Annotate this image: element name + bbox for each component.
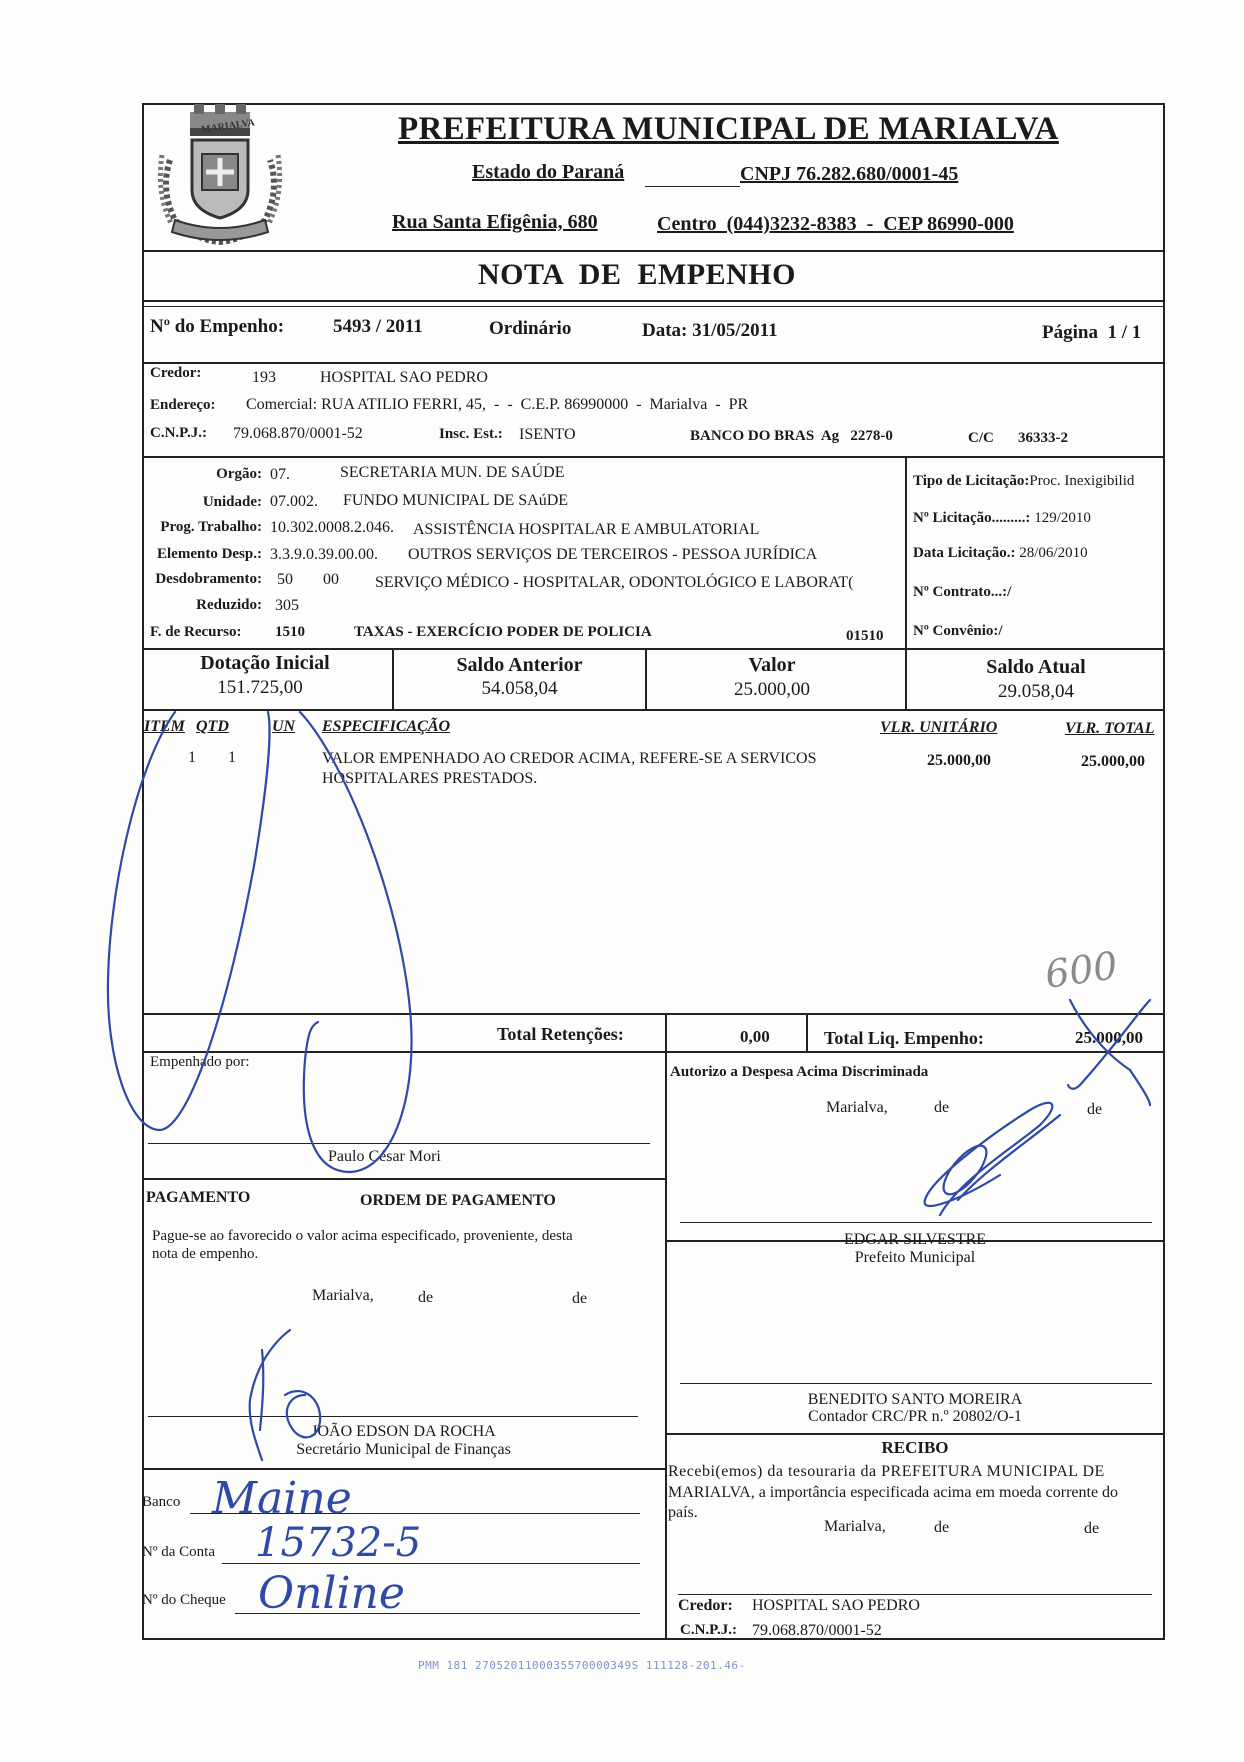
prefeito-signature — [925, 1103, 1053, 1215]
autorizo-de2: de — [1087, 1101, 1103, 1118]
retencoes-value: 0,00 — [740, 1027, 770, 1046]
recibo-de2: de — [1084, 1520, 1100, 1537]
insc-label: Insc. Est.: — [439, 426, 503, 442]
empenho-type: Ordinário — [489, 318, 572, 339]
cnpj-prefeitura: CNPJ 76.282.680/0001-45 — [740, 163, 959, 185]
unidade-code: 07.002. — [270, 493, 318, 510]
recibo-text-line2: MARIALVA, a importância especificada acima em moeda corrente do — [668, 1484, 1119, 1501]
empenho-label: Nº do Empenho: — [150, 316, 285, 337]
dotacao-value: 151.725,00 — [217, 677, 303, 698]
prefeito-signature-tail — [958, 1115, 1060, 1200]
unidade-name: FUNDO MUNICIPAL DE SAúDE — [343, 492, 569, 509]
recibo-title: RECIBO — [881, 1438, 949, 1457]
autorizo-de1: de — [934, 1099, 950, 1116]
fonte-number: 01510 — [846, 628, 884, 644]
pagamento-de1: de — [418, 1289, 434, 1306]
recibo-place: Marialva, — [824, 1518, 886, 1535]
elem-code: 3.3.9.0.39.00.00. — [270, 546, 378, 563]
pagamento-text-line1: Pague-se ao favorecido o valor acima especificado, proveniente, desta — [152, 1228, 573, 1244]
saldo-atual-label: Saldo Atual — [986, 656, 1086, 678]
credor-name: HOSPITAL SAO PEDRO — [320, 369, 488, 386]
item-total-value: 25.000,00 — [1081, 753, 1145, 770]
saldo-anterior-value: 54.058,04 — [481, 678, 558, 699]
item-qtd: 1 — [228, 749, 236, 766]
processing-stamp: PMM 181 2705201100035570000349S 111128-201.46- — [418, 1659, 746, 1672]
saldo-anterior-label: Saldo Anterior — [456, 654, 583, 676]
orgao-name: SECRETARIA MUN. DE SAÚDE — [340, 464, 565, 481]
autorizo-label: Autorizo a Despesa Acima Discriminada — [670, 1064, 929, 1080]
reduzido-label: Reduzido: — [196, 597, 262, 613]
liquido-value: 25.000,00 — [1075, 1028, 1143, 1047]
recibo-credor-name: HOSPITAL SAO PEDRO — [752, 1597, 920, 1614]
col-un: UN — [272, 718, 296, 735]
insc-value: ISENTO — [519, 426, 576, 443]
item-unit-value: 25.000,00 — [927, 752, 991, 769]
banco-handwritten: Maine — [212, 1473, 352, 1524]
page-number: Página 1 / 1 — [1042, 322, 1142, 343]
elem-name: OUTROS SERVIÇOS DE TERCEIROS - PESSOA JURÍDICA — [408, 546, 818, 563]
liquido-label: Total Liq. Empenho: — [824, 1028, 984, 1048]
cheque-label: Nº do Cheque — [142, 1592, 226, 1608]
contact-address: Centro (044)3232-8383 - CEP 86990-000 — [657, 213, 1014, 235]
convenio-label: Nº Convênio:/ — [913, 623, 1003, 639]
address-label: Endereço: — [150, 397, 216, 413]
secretario-signature — [250, 1330, 320, 1460]
credor-address: Comercial: RUA ATILIO FERRI, 45, - - C.E.P. 86990000 - Marialva - PR — [246, 396, 749, 413]
col-vlr-unitario: VLR. UNITÁRIO — [880, 719, 998, 736]
prog-label: Prog. Trabalho: — [160, 519, 262, 535]
autorizo-place: Marialva, — [826, 1099, 888, 1116]
bank-info: BANCO DO BRAS Ag 2278-0 — [690, 428, 893, 444]
orgao-code: 07. — [270, 466, 290, 483]
elem-label: Elemento Desp.: — [157, 546, 262, 562]
unidade-label: Unidade: — [202, 494, 262, 510]
contador-role: Contador CRC/PR n.º 20802/O-1 — [808, 1408, 1022, 1425]
recibo-cnpj-value: 79.068.870/0001-52 — [752, 1622, 882, 1639]
pagamento-label: PAGAMENTO — [146, 1189, 251, 1206]
page-title: PREFEITURA MUNICIPAL DE MARIALVA — [398, 111, 1059, 147]
ordem-pagamento-label: ORDEM DE PAGAMENTO — [360, 1192, 556, 1209]
fonte-code: 1510 — [275, 624, 305, 640]
empenhado-name: Paulo César Mori — [328, 1148, 441, 1165]
desd-a: 50 — [277, 571, 293, 588]
state-name: Estado do Paraná — [472, 161, 625, 183]
prog-code: 10.302.0008.2.046. — [270, 519, 394, 536]
licitacao-num-value: 129/2010 — [1034, 510, 1091, 526]
large-loop-signature-right — [300, 712, 412, 1172]
crest-label: MARIALVA — [200, 117, 256, 136]
licitacao-data-value: 28/06/2010 — [1019, 545, 1088, 561]
credor-code: 193 — [252, 369, 276, 386]
total-mark — [1068, 1000, 1150, 1105]
desd-label: Desdobramento: — [155, 571, 262, 587]
prefeito-name: EDGAR SILVESTRE — [843, 1231, 987, 1248]
col-qtd: QTD — [196, 718, 229, 735]
fonte-name: TAXAS - EXERCÍCIO PODER DE POLICIA — [354, 624, 652, 640]
street-address: Rua Santa Efigênia, 680 — [392, 211, 598, 233]
margin-note: 600 — [1042, 943, 1121, 997]
item-number: 1 — [188, 749, 196, 766]
valor-value: 25.000,00 — [734, 679, 810, 700]
large-loop-signature — [108, 712, 270, 1130]
saldo-atual-value: 29.058,04 — [998, 681, 1074, 702]
credor-label: Credor: — [150, 365, 202, 381]
col-especificacao: ESPECIFICAÇÃO — [322, 718, 451, 735]
cc-value: 36333-2 — [1018, 430, 1068, 446]
recibo-cnpj-label: C.N.P.J.: — [680, 1622, 737, 1638]
recibo-de1: de — [934, 1519, 950, 1536]
banco-label: Banco — [142, 1494, 181, 1510]
pagamento-text-line2: nota de empenho. — [152, 1246, 259, 1262]
recibo-text-line3: país. — [668, 1504, 698, 1521]
orgao-label: Orgão: — [216, 466, 262, 482]
col-vlr-total: VLR. TOTAL — [1065, 720, 1155, 737]
empenho-date: Data: 31/05/2011 — [642, 320, 778, 341]
cnpj-label: C.N.P.J.: — [150, 425, 207, 441]
conta-handwritten: 15732-5 — [255, 1520, 422, 1566]
recibo-text-line1: Recebi(emos) da tesouraria da PREFEITURA MUNICIPAL DE — [668, 1463, 1105, 1480]
licitacao-data-label: Data Licitação.: — [913, 545, 1016, 561]
empenho-number: 5493 / 2011 — [333, 316, 423, 337]
prefeito-role: Prefeito Municipal — [854, 1249, 976, 1266]
pagamento-de2: de — [572, 1290, 588, 1307]
reduzido-value: 305 — [275, 597, 299, 614]
pagamento-place: Marialva, — [312, 1287, 374, 1304]
col-item: ITEM — [144, 718, 185, 735]
document-title: NOTA DE EMPENHO — [478, 258, 796, 291]
item-desc-line2: HOSPITALARES PRESTADOS. — [322, 770, 538, 787]
recibo-credor-label: Credor: — [678, 1597, 733, 1614]
contador-name: BENEDITO SANTO MOREIRA — [807, 1391, 1023, 1408]
conta-label: Nº da Conta — [142, 1544, 215, 1560]
secretario-name: JOÃO EDSON DA ROCHA — [311, 1423, 496, 1440]
retencoes-label: Total Retenções: — [497, 1024, 624, 1044]
credor-cnpj: 79.068.870/0001-52 — [233, 425, 363, 442]
cc-label: C/C — [968, 430, 994, 446]
desd-name: SERVIÇO MÉDICO - HOSPITALAR, ODONTOLÓGICO E LABORAT( — [375, 574, 854, 591]
item-desc-line1: VALOR EMPENHADO AO CREDOR ACIMA, REFERE-SE A SERVICOS — [322, 750, 817, 767]
contrato-label: Nº Contrato...:/ — [913, 584, 1012, 600]
licitacao-tipo-value: Proc. Inexigibilid — [1029, 473, 1135, 489]
licitacao-tipo-label: Tipo de Licitação: — [913, 473, 1030, 489]
valor-label: Valor — [748, 654, 796, 676]
secretario-role: Secretário Municipal de Finanças — [296, 1441, 511, 1458]
desd-b: 00 — [323, 571, 339, 588]
empenhado-label: Empenhado por: — [150, 1054, 250, 1070]
fonte-label: F. de Recurso: — [150, 624, 242, 640]
prog-name: ASSISTÊNCIA HOSPITALAR E AMBULATORIAL — [413, 521, 760, 538]
licitacao-num-label: Nº Licitação.........: — [913, 510, 1031, 526]
dotacao-label: Dotação Inicial — [200, 652, 330, 674]
cheque-handwritten: Online — [258, 1568, 405, 1619]
